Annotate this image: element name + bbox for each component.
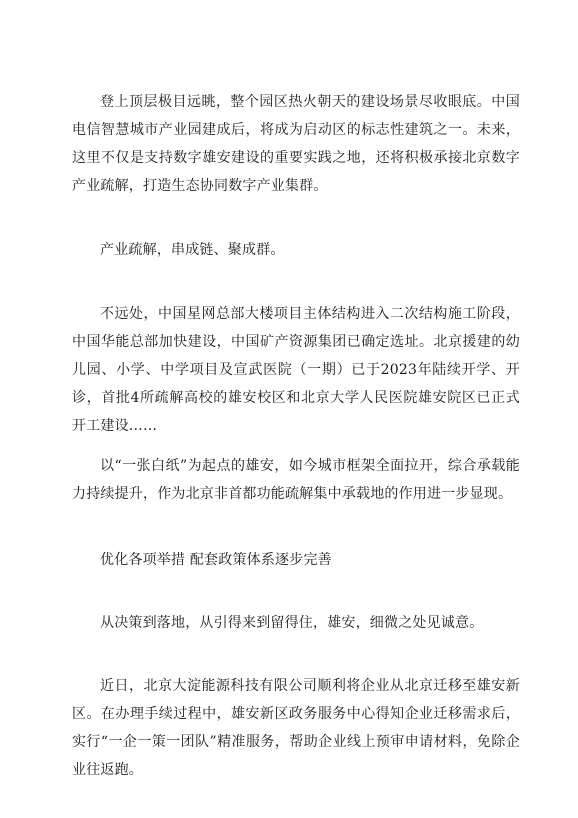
paragraph-city-framework: 以“一张白纸”为起点的雄安，如今城市框架全面拉开，综合承载能力持续提升，作为北京非首都功能疏解集中承载地的作用进一步显现。 bbox=[72, 458, 520, 502]
paragraph-sincerity: 从决策到落地，从引得来到留得住，雄安，细微之处见诚意。 bbox=[100, 615, 484, 631]
paragraph-enterprise-relocation: 近日，北京大淀能源科技有限公司顺利将企业从北京迁移至雄安新区。在办理手续过程中，雄安新区政务服务中心得知企业迁移需求后，实行“一企一策一团队”精准服务，帮助企业线上预审申请材料，免除企业往返跑。 bbox=[72, 678, 520, 778]
paragraph-industrial-park: 登上顶层极目远眺，整个园区热火朝天的建设场景尽收眼底。中国电信智慧城市产业园建成后，将成为启动区的标志性建筑之一。未来，这里不仅是支持数字雄安建设的重要实践之地，还将积极承接北京数字产业疏解，打造生态协同数字产业集群。 bbox=[72, 94, 520, 194]
section-heading-policy: 优化各项举措 配套政策体系逐步完善 bbox=[100, 552, 332, 568]
paragraph-industry-relief: 产业疏解，串成链、聚成群。 bbox=[100, 242, 285, 258]
paragraph-headquarters-projects: 不远处，中国星网总部大楼项目主体结构进入二次结构施工阶段，中国华能总部加快建设，中国矿产资源集团已确定选址。北京援建的幼儿园、小学、中学项目及宣武医院（一期）已于2023年陆续开学、开诊，首批4所疏解高校的雄安校区和北京大学人民医院雄安院区已正式开工建设…… bbox=[72, 306, 520, 434]
